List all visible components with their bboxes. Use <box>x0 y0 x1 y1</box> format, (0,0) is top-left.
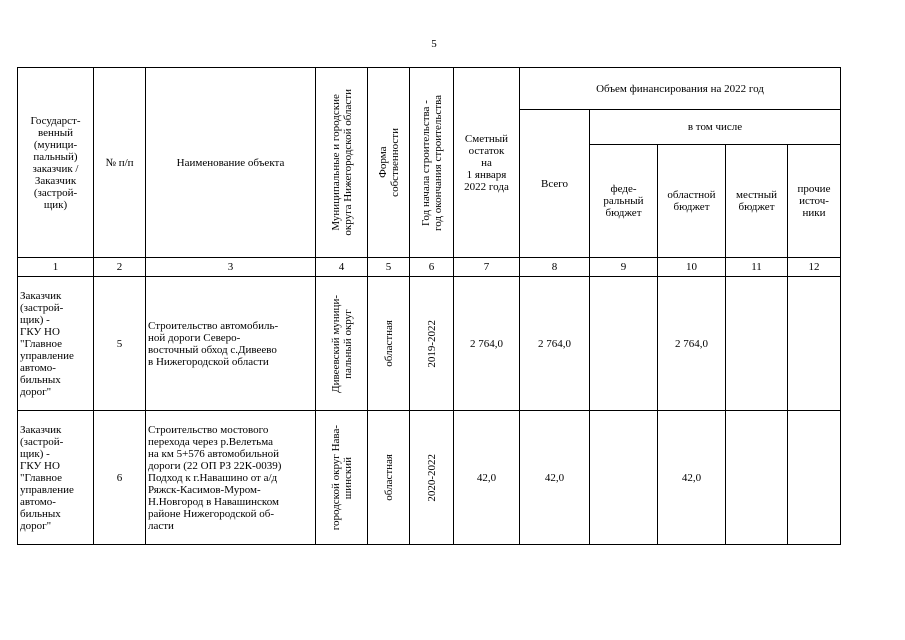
header-ownership-text: Форма собственности <box>376 128 401 197</box>
header-other: прочие источ- ники <box>788 145 841 258</box>
header-object-name: Наименование объекта <box>146 68 316 258</box>
column-number: 2 <box>94 258 146 277</box>
row-municipality <box>316 411 368 545</box>
row-estimate-rest: 2 764,0 <box>454 277 520 411</box>
row-regional: 42,0 <box>658 411 726 545</box>
header-local: местный бюджет <box>726 145 788 258</box>
row-other <box>788 277 841 411</box>
row-customer: Заказчик (застрой- щик) - ГКУ НО "Главное управление автомо- бильных дорог" <box>18 411 94 545</box>
column-numbers-row <box>18 258 841 277</box>
row-total: 2 764,0 <box>520 277 590 411</box>
header-years-text: Год начала строительства - год окончания строительства <box>419 94 444 231</box>
row-local <box>726 277 788 411</box>
row-years-text: 2020-2022 <box>425 453 438 502</box>
row-years-text: 2019-2022 <box>425 319 438 368</box>
header-municipality <box>316 68 368 258</box>
row-regional: 2 764,0 <box>658 277 726 411</box>
row-ownership <box>368 411 410 545</box>
column-number: 8 <box>520 258 590 277</box>
header-ownership <box>368 68 410 258</box>
row-local <box>726 411 788 545</box>
header-including: в том числе <box>590 110 841 145</box>
column-number: 9 <box>590 258 658 277</box>
table-row <box>18 277 841 411</box>
column-number: 3 <box>146 258 316 277</box>
header-customer: Государст- венный (муници- пальный) заказчик / Заказчик (застрой- щик) <box>18 68 94 258</box>
column-number: 7 <box>454 258 520 277</box>
header-np: № п/п <box>94 68 146 258</box>
row-object-name: Строительство мостового перехода через р.Велетьма на км 5+576 автомобильной дороги (22 ОП РЗ 22К-0039) Подход к г.Навашино от а/д Ряжск-Касимов-Муром- Н.Новгород в Навашинском районе Нижегородской об- ласти <box>146 411 316 545</box>
row-total: 42,0 <box>520 411 590 545</box>
header-estimate-rest: Сметный остаток на 1 января 2022 года <box>454 68 520 258</box>
header-federal: феде- ральный бюджет <box>590 145 658 258</box>
row-municipality-text: Дивеевский муници- пальный округ <box>329 294 354 393</box>
row-customer: Заказчик (застрой- щик) - ГКУ НО "Главное управление автомо- бильных дорог" <box>18 277 94 411</box>
row-ownership-text: областная <box>382 454 395 501</box>
column-number: 6 <box>410 258 454 277</box>
header-regional: областной бюджет <box>658 145 726 258</box>
column-number: 11 <box>726 258 788 277</box>
header-years <box>410 68 454 258</box>
header-total: Всего <box>520 110 590 258</box>
row-object-name: Строительство автомобиль- ной дороги Северо- восточный обход с.Дивеево в Нижегородской области <box>146 277 316 411</box>
column-number: 10 <box>658 258 726 277</box>
column-number: 5 <box>368 258 410 277</box>
table-row <box>18 411 841 545</box>
row-federal <box>590 411 658 545</box>
row-estimate-rest: 42,0 <box>454 411 520 545</box>
row-federal <box>590 277 658 411</box>
column-number: 12 <box>788 258 841 277</box>
row-municipality <box>316 277 368 411</box>
row-np: 6 <box>94 411 146 545</box>
row-ownership-text: областная <box>382 320 395 367</box>
column-number: 4 <box>316 258 368 277</box>
header-municipality-text: Муниципальные и городские округа Нижегородской области <box>329 89 354 236</box>
row-ownership <box>368 277 410 411</box>
column-number: 1 <box>18 258 94 277</box>
header-financing: Объем финансирования на 2022 год <box>520 68 841 110</box>
row-np: 5 <box>94 277 146 411</box>
row-municipality-text: городской округ Нава- шинский <box>329 424 354 531</box>
row-years <box>410 411 454 545</box>
page-number: 5 <box>431 38 437 50</box>
row-other <box>788 411 841 545</box>
row-years <box>410 277 454 411</box>
financing-table <box>17 67 841 545</box>
